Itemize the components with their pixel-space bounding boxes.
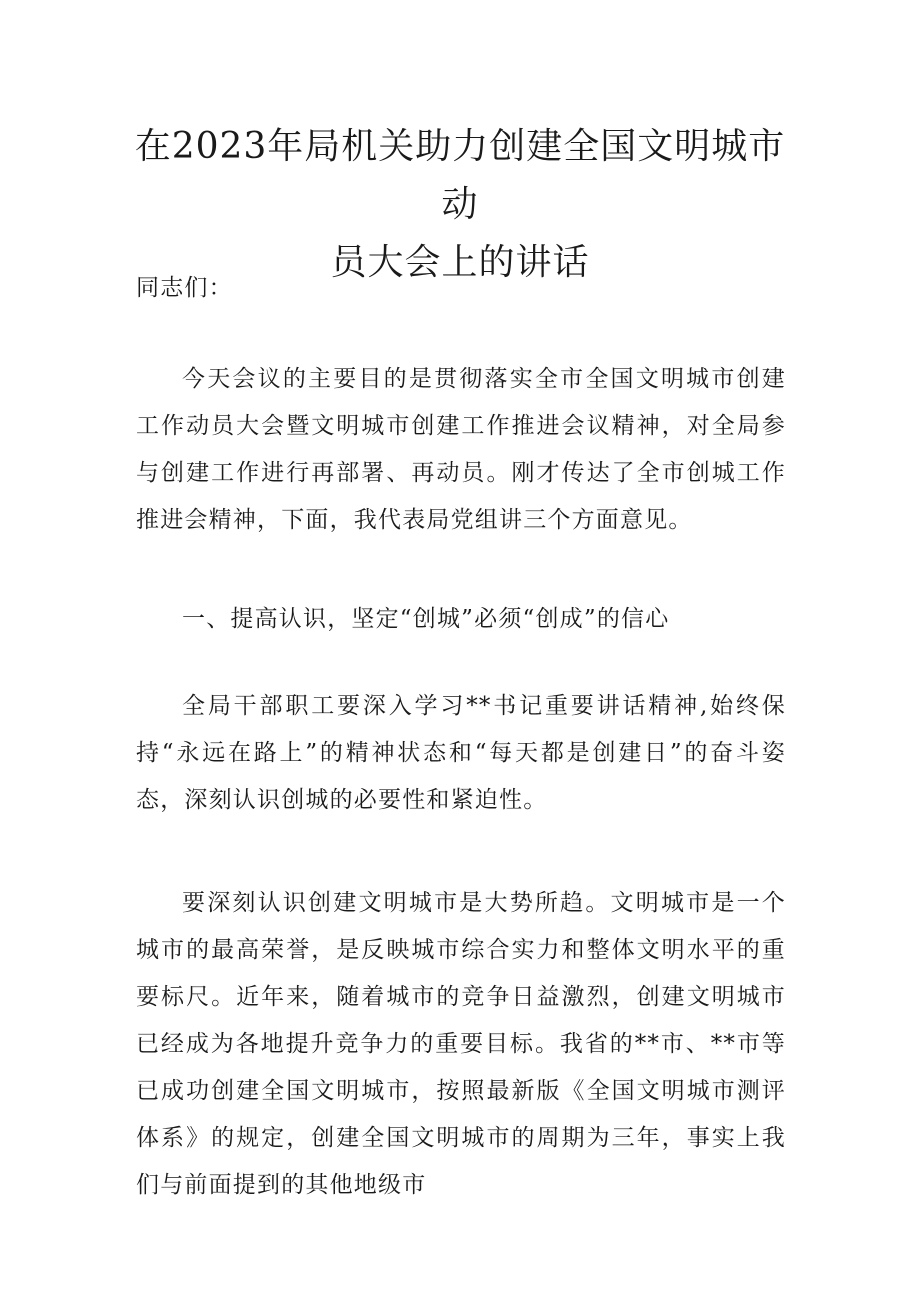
salutation: 同志们： xyxy=(136,275,233,301)
paragraph-2: 全局干部职工要深入学习**书记重要讲话精神,始终保持“永远在路上”的精神状态和“每天都是创建日”的奋斗姿态，深刻认识创城的必要性和紧迫性。 xyxy=(136,693,786,813)
section-heading-1: 一、提高认识，坚定“创城”必须“创成”的信心 xyxy=(182,606,670,632)
title-line-2: 员大会上的讲话 xyxy=(330,242,590,283)
paragraph-3: 要深刻认识创建文明城市是大势所趋。文明城市是一个城市的最高荣誉，是反映城市综合实力和整体文明水平的重要标尺。近年来，随着城市的竞争日益激烈，创建文明城市已经成为各地提升竞争力的重要目标。我省的**市、**市等已成功创建全国文明城市，按照最新版《全国文明城市测评体系》的规定，创建全国文明城市的周期为三年，事实上我们与前面提到的其他地级市 xyxy=(136,890,786,1198)
title-line-1: 在2023年局机关助力创建全国文明城市动 xyxy=(134,126,786,225)
paragraph-1: 今天会议的主要目的是贯彻落实全市全国文明城市创建工作动员大会暨文明城市创建工作推进会议精神，对全局参与创建工作进行再部署、再动员。刚才传达了全市创城工作推进会精神，下面，我代表局党组讲三个方面意见。 xyxy=(136,366,786,533)
